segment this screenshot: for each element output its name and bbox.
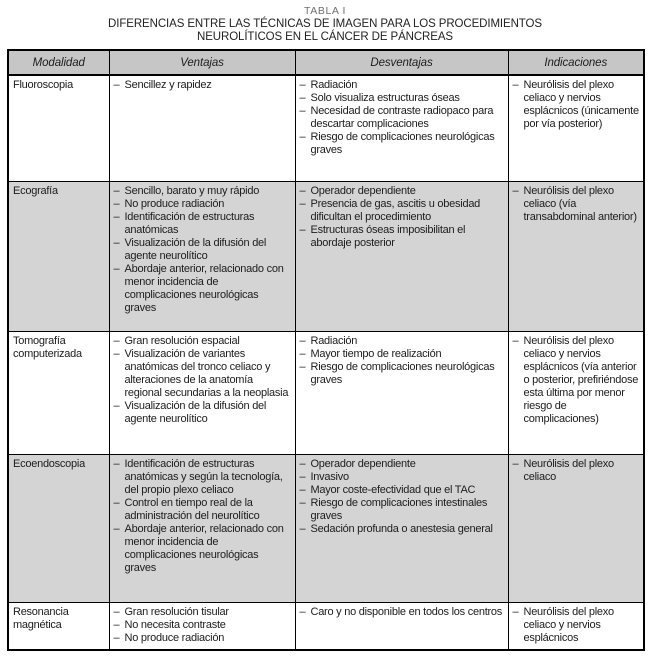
bullet-item (300, 471, 505, 484)
bullet-item (114, 400, 292, 426)
table-label: TABLA I (304, 5, 346, 17)
table-row (8, 75, 644, 181)
bullet-dash: – (299, 79, 306, 91)
bullet-item (300, 105, 505, 131)
bullet-text: Caro y no disponible en todos los centros (310, 605, 503, 618)
bullet-item (114, 335, 292, 348)
bullet-text: Solo visualiza estructuras óseas (310, 92, 460, 104)
desventajas-cell (295, 331, 508, 454)
bullet-item (114, 211, 292, 237)
bullet-text: Riesgo de complicaciones neurológicas graves (310, 360, 495, 386)
bullet-item (300, 131, 505, 157)
bullet-item (114, 348, 292, 400)
bullet-text: Riesgo de complicaciones neurológicas graves (310, 131, 495, 156)
data-table (7, 49, 645, 651)
bullet-item (114, 198, 292, 211)
bullet-item (513, 79, 641, 131)
table-header (8, 50, 644, 75)
bullet-text: Mayor coste-efectividad que el TAC (310, 483, 476, 496)
table-row (8, 181, 644, 331)
ventajas-cell (109, 331, 295, 454)
table-title (7, 18, 643, 43)
bullet-item (300, 497, 505, 523)
bullet-dash: – (299, 184, 306, 197)
bullet-dash: – (512, 184, 519, 197)
ventajas-cell (109, 602, 295, 650)
bullet-dash: – (299, 522, 306, 535)
bullet-item (114, 237, 292, 263)
indicaciones-cell (508, 75, 644, 181)
bullet-item (300, 348, 505, 361)
bullet-dash: – (113, 457, 120, 470)
bullet-dash: – (299, 457, 306, 470)
bullet-item (300, 484, 505, 497)
desventajas-cell (295, 602, 508, 650)
bullet-text: Neurólisis del plexo celiaco (523, 457, 614, 483)
bullet-dash: – (512, 334, 519, 347)
bullet-dash: – (299, 496, 306, 509)
desventajas-cell (295, 75, 508, 181)
bullet-item (300, 458, 505, 471)
bullet-dash: – (113, 605, 120, 618)
bullet-text: Presencia de gas, ascitis u obesidad dificultan el procedimiento (310, 197, 481, 223)
bullet-dash: – (299, 483, 306, 496)
bullet-dash: – (113, 236, 120, 249)
bullet-text: Visualización de la difusión del agente neurolítico (124, 236, 267, 262)
bullet-dash: – (512, 79, 519, 91)
bullet-dash: – (299, 105, 306, 117)
bullet-item (114, 185, 292, 198)
table-row (8, 331, 644, 454)
bullet-dash: – (299, 131, 306, 143)
bullet-dash: – (113, 184, 120, 197)
bullet-dash: – (512, 605, 519, 618)
modality-cell: Tomografía computerizada (8, 331, 109, 454)
bullet-item (114, 632, 292, 645)
bullet-item (300, 606, 505, 619)
bullet-dash: – (299, 92, 306, 104)
bullet-dash: – (113, 618, 120, 631)
bullet-text: Operador dependiente (310, 184, 416, 197)
bullet-item (114, 79, 292, 92)
bullet-item (114, 606, 292, 619)
bullet-text: No produce radiación (124, 197, 225, 210)
table-row (8, 454, 644, 602)
bullet-dash: – (299, 470, 306, 483)
bullet-text: Invasivo (310, 470, 349, 483)
bullet-text: No produce radiación (124, 631, 225, 644)
bullet-dash: – (299, 223, 306, 236)
header-row (8, 50, 644, 75)
bullet-text: Necesidad de contraste radiopaco para descartar complicaciones (310, 105, 494, 130)
bullet-text: Gran resolución espacial (124, 334, 240, 347)
bullet-text: Radiación (310, 334, 358, 347)
modality-cell: Ecoendoscopia (8, 454, 109, 602)
bullet-text: Identificación de estructuras anatómicas y según la tecnología, del propio plexo celiaco (124, 457, 283, 496)
bullet-item (114, 458, 292, 497)
column-header-desventajas: Desventajas (295, 50, 508, 75)
bullet-item (300, 79, 505, 92)
indicaciones-cell (508, 602, 644, 650)
column-header-indicaciones: Indicaciones (508, 50, 644, 75)
bullet-dash: – (113, 399, 120, 412)
bullet-item (300, 185, 505, 198)
bullet-text: No necesita contraste (124, 618, 226, 631)
indicaciones-cell (508, 454, 644, 602)
bullet-dash: – (113, 631, 120, 644)
bullet-dash: – (113, 334, 120, 347)
bullet-dash: – (512, 457, 519, 470)
bullet-text: Neurólisis del plexo celiaco y nervios esplácnicos (vía anterior o posterior, prefiriéndose esta última por menor riesgo de complicaciones) (523, 334, 639, 425)
bullet-item (300, 92, 505, 105)
bullet-text: Abordaje anterior, relacionado con menor incidencia de complicaciones neurológicas graves (124, 522, 284, 574)
bullet-item (513, 185, 641, 224)
bullet-item (513, 335, 641, 426)
column-header-modalidad: Modalidad (8, 50, 109, 75)
bullet-text: Neurólisis del plexo celiaco (vía transabdominal anterior) (523, 184, 637, 223)
bullet-item (513, 458, 641, 484)
bullet-dash: – (113, 210, 120, 223)
bullet-dash: – (299, 197, 306, 210)
bullet-dash: – (113, 197, 120, 210)
ventajas-cell (109, 75, 295, 181)
bullet-item (300, 523, 505, 536)
bullet-text: Estructuras óseas imposibilitan el abordaje posterior (310, 223, 466, 249)
bullet-text: Mayor tiempo de realización (310, 347, 442, 360)
bullet-text: Neurólisis del plexo celiaco y nervios esplácnicos (únicamente por vía posterior) (523, 79, 639, 130)
bullet-dash: – (113, 262, 120, 275)
modality-cell: Fluoroscopia (8, 75, 109, 181)
indicaciones-cell (508, 181, 644, 331)
bullet-item (300, 335, 505, 348)
bullet-text: Sedación profunda o anestesia general (310, 522, 493, 535)
bullet-text: Sencillo, barato y muy rápido (124, 184, 260, 197)
table-row (8, 602, 644, 650)
bullet-item (300, 224, 505, 250)
bullet-text: Visualización de la difusión del agente neurolítico (124, 399, 267, 425)
bullet-dash: – (113, 522, 120, 535)
bullet-dash: – (299, 334, 306, 347)
bullet-text: Control en tiempo real de la administración del neurolítico (124, 496, 260, 522)
bullet-text: Sencillez y rapidez (124, 79, 212, 91)
bullet-text: Radiación (310, 79, 358, 91)
bullet-item (114, 497, 292, 523)
bullet-text: Identificación de estructuras anatómicas (124, 210, 255, 236)
indicaciones-cell (508, 331, 644, 454)
bullet-text: Neurólisis del plexo celiaco y nervios esplácnicos (523, 605, 614, 644)
bullet-dash: – (299, 360, 306, 373)
bullet-item (300, 361, 505, 387)
bullet-text: Operador dependiente (310, 457, 416, 470)
table-title-line-1: DIFERENCIAS ENTRE LAS TÉCNICAS DE IMAGEN PARA LOS PROCEDIMIENTOS (108, 18, 542, 30)
bullet-text: Abordaje anterior, relacionado con menor incidencia de complicaciones neurológicas graves (124, 262, 284, 314)
bullet-text: Riesgo de complicaciones intestinales graves (310, 496, 488, 522)
table-title-line-2: NEUROLÍTICOS EN EL CÁNCER DE PÁNCREAS (197, 30, 453, 43)
bullet-item (114, 523, 292, 575)
modality-cell: Ecografía (8, 181, 109, 331)
bullet-text: Gran resolución tisular (124, 605, 229, 618)
ventajas-cell (109, 181, 295, 331)
table-body (8, 75, 644, 650)
desventajas-cell (295, 454, 508, 602)
bullet-text: Visualización de variantes anatómicas del tronco celiaco y alteraciones de la anatomía regional secundarias a la neoplasia (124, 347, 289, 399)
bullet-item (114, 263, 292, 315)
desventajas-cell (295, 181, 508, 331)
bullet-dash: – (113, 79, 120, 91)
bullet-dash: – (299, 347, 306, 360)
bullet-dash: – (113, 496, 120, 509)
ventajas-cell (109, 454, 295, 602)
bullet-item (513, 606, 641, 645)
column-header-ventajas: Ventajas (109, 50, 295, 75)
bullet-dash: – (299, 605, 306, 618)
bullet-item (300, 198, 505, 224)
bullet-item (114, 619, 292, 632)
bullet-dash: – (113, 347, 120, 360)
modality-cell: Resonancia magnética (8, 602, 109, 650)
